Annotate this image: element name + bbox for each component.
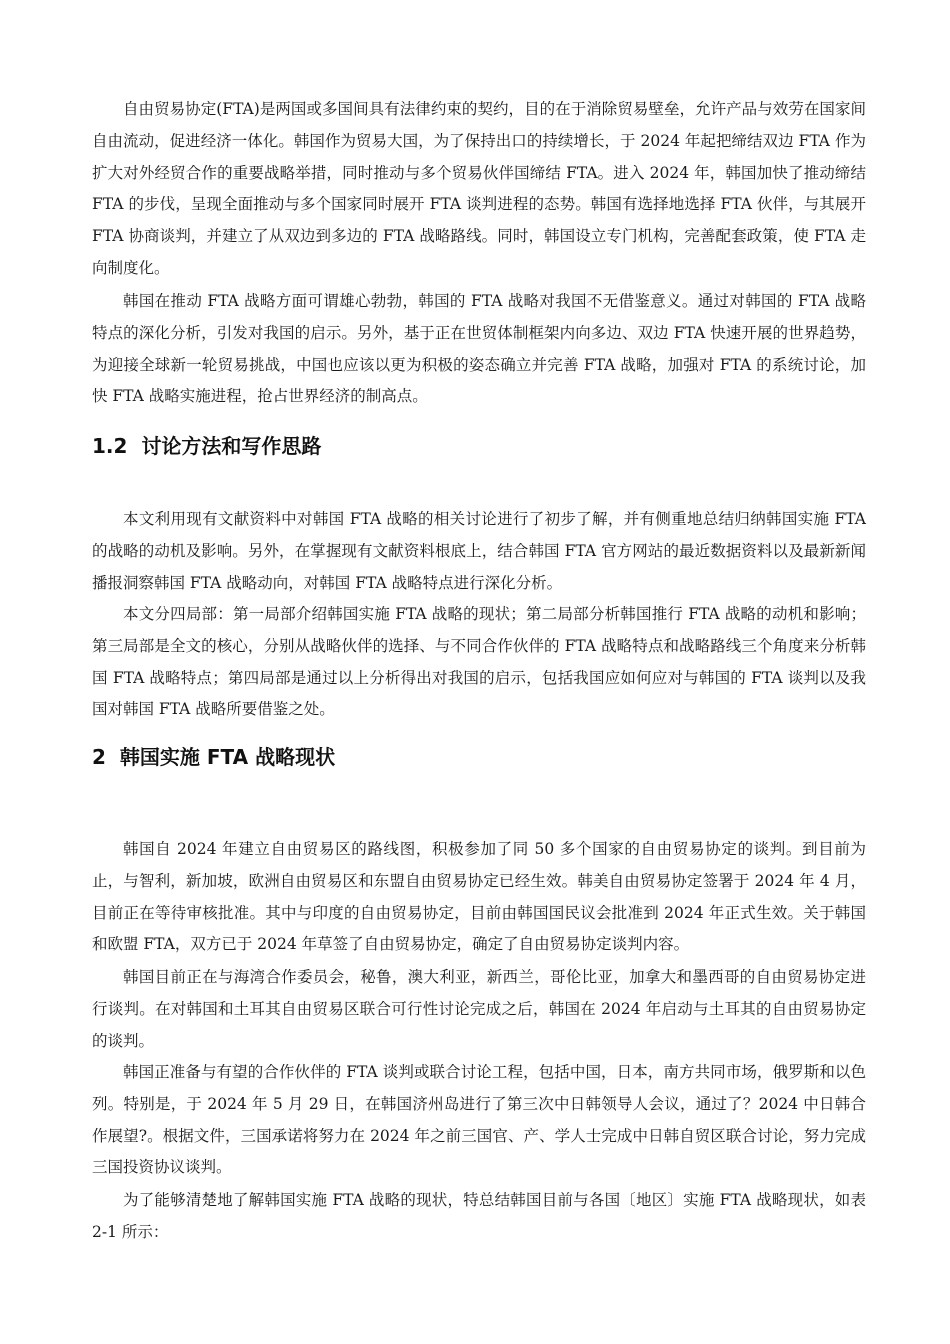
paragraph-table-intro: 为了能够清楚地了解韩国实施 FTA 战略的现状，特总结韩国目前与各国〔地区〕实施 FTA 战略现状，如表 2-1 所示： <box>92 1191 866 1241</box>
paragraph-fta-prospects: 韩国正准备与有望的合作伙伴的 FTA 谈判或联合讨论工程，包括中国，日本，南方共同市场，俄罗斯和以色列。特别是，于 2024 年 5 月 29 日，在韩国济州岛进行了第三次中日韩领导人会议，通过了？2024 中日韩合作展望?。根据文件，三国承诺将努力在 2024 年之前三国官、产、学人士完成中日韩自贸区联合讨论，努力完成三国投资协议谈判。 <box>92 1063 866 1177</box>
section-title: 韩国实施 FTA 战略现状 <box>119 745 336 769</box>
paragraph-fta-progress: 韩国自 2024 年建立自由贸易区的路线图，积极参加了同 50 多个国家的自由贸易协定的谈判。到目前为止，与智利，新加坡，欧洲自由贸易区和东盟自由贸易协定已经生效。韩美自由贸易协定签署于 2024 年 4 月，目前正在等待审核批准。其中与印度的自由贸易协定，目前由韩国国民议会批准到 2024 年正式生效。关于韩国和欧盟 FTA，双方已于 2024 年草签了自由贸易协定，确定了自由贸易协定谈判内容。 <box>92 840 866 954</box>
paragraph-paper-structure: 本文分四局部：第一局部介绍韩国实施 FTA 战略的现状；第二局部分析韩国推行 FTA 战略的动机和影响；第三局部是全文的核心，分别从战略伙伴的选择、与不同合作伙伴的 FTA 战略特点和战略路线三个角度来分析韩国 FTA 战略特点；第四局部是通过以上分析得出对我国的启示，包括我国应如何应对与韩国的 FTA 谈判以及我国对韩国 FTA 战略所要借鉴之处。 <box>92 605 866 719</box>
section-heading-2 <box>92 743 335 771</box>
section-title: 讨论方法和写作思路 <box>141 434 322 458</box>
paragraph-fta-significance: 韩国在推动 FTA 战略方面可谓雄心勃勃，韩国的 FTA 战略对我国不无借鉴意义。通过对韩国的 FTA 战略特点的深化分析，引发对我国的启示。另外，基于正在世贸体制框架内向多边、双边 FTA 快速开展的世界趋势，为迎接全球新一轮贸易挑战，中国也应该以更为积极的姿态确立并完善 FTA 战略，加强对 FTA 的系统讨论，加快 FTA 战略实施进程，抢占世界经济的制高点。 <box>92 292 866 406</box>
paragraph-fta-negotiations: 韩国目前正在与海湾合作委员会，秘鲁，澳大利亚，新西兰，哥伦比亚，加拿大和墨西哥的自由贸易协定进行谈判。在对韩国和土耳其自由贸易区联合可行性讨论完成之后，韩国在 2024 年启动与土耳其的自由贸易协定的谈判。 <box>92 968 866 1050</box>
section-heading-1-2 <box>92 432 321 460</box>
section-number: 2 <box>92 745 106 769</box>
paragraph-fta-definition: 自由贸易协定(FTA)是两国或多国间具有法律约束的契约，目的在于消除贸易壁垒，允许产品与效劳在国家间自由流动，促进经济一体化。韩国作为贸易大国，为了保持出口的持续增长，于 2024 年起把缔结双边 FTA 作为扩大对外经贸合作的重要战略举措，同时推动与多个贸易伙伴国缔结 FTA。进入 2024 年，韩国加快了推动缔结 FTA 的步伐，呈现全面推动与多个国家同时展开 FTA 谈判进程的态势。韩国有选择地选择 FTA 伙伴，与其展开 FTA 协商谈判，并建立了从双边到多边的 FTA 战略路线。同时，韩国设立专门机构，完善配套政策，使 FTA 走向制度化。 <box>92 100 866 277</box>
section-number: 1.2 <box>92 434 128 458</box>
paragraph-research-method: 本文利用现有文献资料中对韩国 FTA 战略的相关讨论进行了初步了解，并有侧重地总结归纳韩国实施 FTA 的战略的动机及影响。另外，在掌握现有文献资料根底上，结合韩国 FTA 官方网站的最近数据资料以及最新新闻播报洞察韩国 FTA 战略动向，对韩国 FTA 战略特点进行深化分析。 <box>92 510 866 592</box>
